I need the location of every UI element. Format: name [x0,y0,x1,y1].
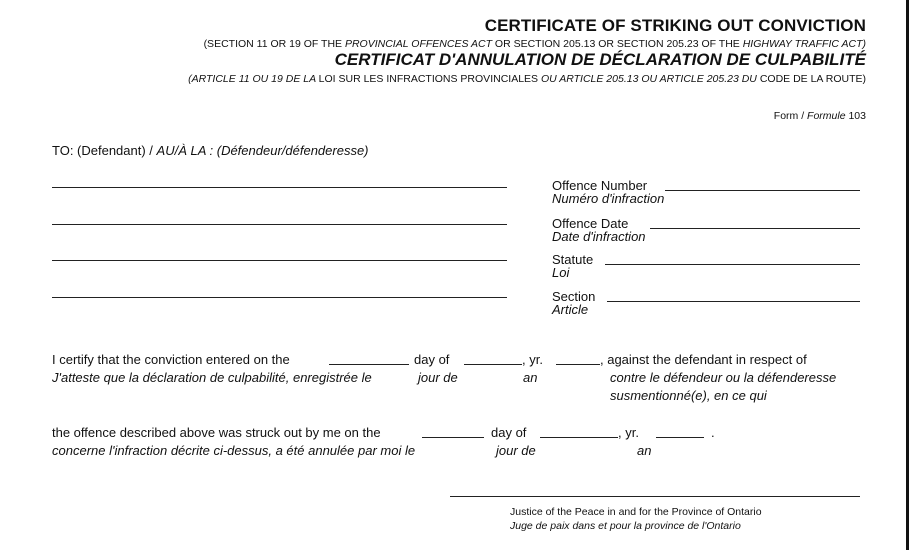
struck-jour-de: jour de [496,443,536,458]
certify-text-1-fr: J'atteste que la déclaration de culpabilité, enregistrée le [52,370,372,385]
offence-date-label: Offence Date Date d'infraction [552,216,646,244]
subtitle-french: (ARTICLE 11 OU 19 DE LA LOI SUR LES INFRACTIONS PROVINCIALES OU ARTICLE 205.13 OU ARTICLE 205.23 DU CODE DE LA ROUTE) [188,73,866,85]
signature-field[interactable] [450,496,860,497]
signature-label-en: Justice of the Peace in and for the Province of Ontario [510,506,762,518]
signature-label-fr: Juge de paix dans et pour la province de l'Ontario [510,520,741,532]
defendant-line-2[interactable] [52,224,507,225]
offence-number-field[interactable] [665,190,860,191]
struck-yr: , yr. [618,425,639,440]
title-french: CERTIFICAT D'ANNULATION DE DÉCLARATION DE CULPABILITÉ [334,50,866,69]
struck-period: . [711,425,715,440]
struck-an: an [637,443,652,458]
offence-number-label: Offence Number Numéro d'infraction [552,178,665,206]
struck-day-of: day of [491,425,527,440]
conviction-year-field[interactable] [556,364,600,365]
struck-out-text: the offence described above was struck out by me on the [52,425,381,440]
struck-month-field[interactable] [540,437,618,438]
conviction-day-field[interactable] [329,364,409,365]
certify-contre-text: contre le défendeur ou la défenderesse [610,370,837,385]
section-label: Section Article [552,289,596,317]
defendant-line-3[interactable] [52,260,507,261]
struck-day-field[interactable] [422,437,484,438]
certify-against-text: , against the defendant in respect of [600,352,807,367]
struck-year-field[interactable] [656,437,704,438]
certify-jour-de-1: jour de [418,370,458,385]
certify-an-1: an [523,370,538,385]
defendant-line-4[interactable] [52,297,507,298]
conviction-month-field[interactable] [464,364,522,365]
to-defendant-label: TO: (Defendant) / AU/À LA : (Défendeur/défenderesse) [52,143,369,158]
certify-text-1: I certify that the conviction entered on the [52,352,290,367]
statute-label: Statute Loi [552,252,594,280]
subtitle-english: (SECTION 11 OR 19 OF THE PROVINCIAL OFFENCES ACT OR SECTION 205.13 OR SECTION 205.23 OF THE HIGHWAY TRAFFIC ACT) [203,38,866,50]
certify-yr-1: , yr. [522,352,543,367]
statute-field[interactable] [605,264,860,265]
defendant-line-1[interactable] [52,187,507,188]
offence-date-field[interactable] [650,228,860,229]
certify-susmentionne-text: susmentionné(e), en ce qui [610,388,767,403]
struck-out-text-fr: concerne l'infraction décrite ci-dessus, a été annulée par moi le [52,443,416,458]
form-number: Form / Formule 103 [773,110,866,122]
title-english: CERTIFICATE OF STRIKING OUT CONVICTION [484,16,866,35]
section-field[interactable] [607,301,860,302]
certify-day-of-1: day of [414,352,450,367]
